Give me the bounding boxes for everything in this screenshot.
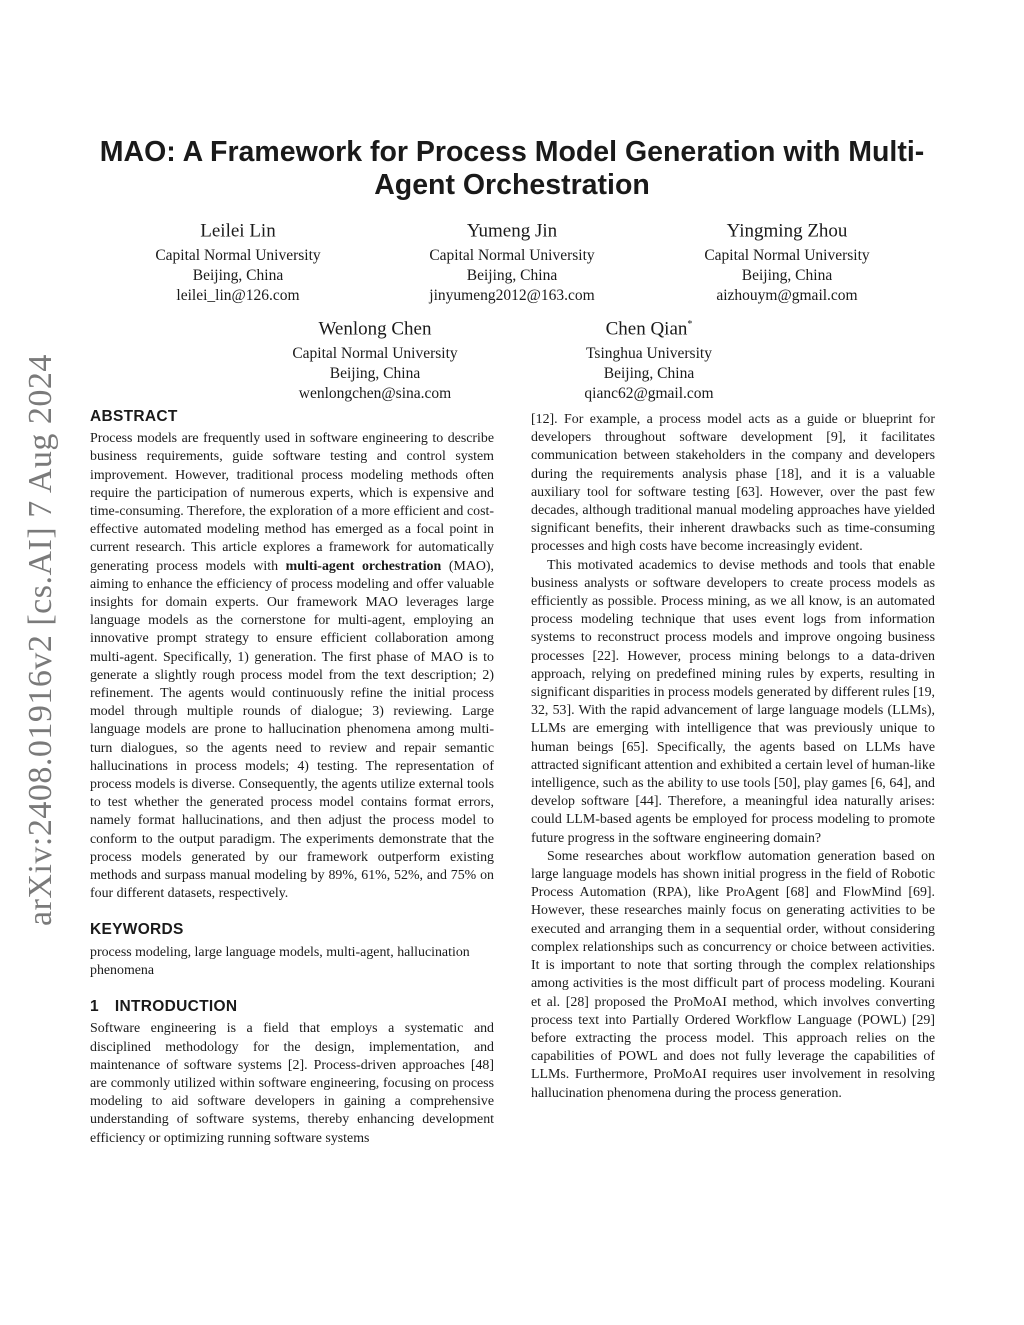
keywords-heading: KEYWORDS bbox=[90, 921, 184, 939]
intro-paragraph-2: This motivated academics to devise methods and tools that enable business analysts or software developers to create process models as efficiently as possible. Process mining, as we all know, is an automated process modeling technique that uses event logs from information systems to reconstruct process models and improve ongoing business processes [22]. However, process mining belongs to a data-driven approach, relying on predefined mining rules by experts, resulting in significant disparities in process models generated by different rules [19, 32, 53]. With the rapid advancement of large language models (LLMs), LLMs are emerging with intelligence that was previously unique to human beings [65]. Specifically, the agents based on LLMs have attracted significant attention and exhibited a certain level of human-like intelligence, such as the ability to use tools [50], play games [6, 64], and develop software [44]. Therefore, a meaningful idea naturally arises: could LLM-based agents be employed for process modeling to promote future progress in the software engineering domain? bbox=[531, 557, 936, 846]
author-name: Yumeng Jin bbox=[466, 220, 558, 242]
author-name: Chen Qian* bbox=[605, 318, 693, 340]
author-location: Beijing, China bbox=[741, 267, 833, 285]
author-block bbox=[519, 313, 779, 404]
author-name: Yingming Zhou bbox=[726, 220, 848, 242]
author-block bbox=[245, 313, 505, 404]
author-email: leilei_lin@126.com bbox=[176, 287, 300, 305]
abstract-text: Process models are frequently used in software engineering to describe business requirements, guide software testing and control system improvement. However, traditional process modeling methods often require the participation of numerous experts, which is expensive and time-consuming. Therefore, the exploration of a more efficient and cost-effective automated modeling method has emerged as a focal point in current research. This article explores a framework for automatically generating process models with multi-agent orchestration (MAO), aiming to enhance the efficiency of process modeling and offer valuable insights for domain experts. Our framework MAO leverages large language models as the cornerstone for multi-agent, employing an innovative prompt strategy to ensure efficient collaboration among multi-agent. Specifically, 1) generation. The first phase of MAO is to generate a slightly rough process model from the text description; 2) refinement. The agents would continuously refine the initial process model through multiple rounds of dialogue; 3) reviewing. Large language models are prone to hallucination phenomena among multi-turn dialogues, so the agents need to review and repair semantic hallucinations in process models; 4) testing. The representation of process models is diverse. Consequently, the agents utilize external tools to test whether the generated process model contains format errors, namely format hallucinations, and then adjust the process model to conform to the output paradigm. The experiments demonstrate that the process models generated by our framework outperform existing methods and surpass manual modeling by 89%, 61%, 52%, and 75% on four different datasets, respectively. bbox=[90, 431, 494, 902]
author-affiliation: Capital Normal University bbox=[155, 247, 321, 265]
paper-title: MAO: A Framework for Process Model Generation with Multi-Agent Orchestration bbox=[99, 136, 925, 201]
intro-paragraph-3: Some researches about workflow automation generation based on large language models has shown initial progress in the field of Robotic Process Automation (RPA), like ProAgent [68] and FlowMind [69]. However, these researches mainly focus on generating activities to be executed and arranging them in a sequential order, without considering complex relationships such as concurrency or choice between activities. It is important to note that sorting through the complex relationships among activities is the most difficult part of process modeling. Kourani et al. [28] proposed the ProMoAI method, which involves converting process text into Partially Ordered Workflow Language (POWL) [29] before extracting the process model. This approach relies on the capabilities of POWL and does not fully leverage the capabilities of LLMs. Furthermore, ProMoAI requires user involvement in resolving hallucination phenomena during the process generation. bbox=[531, 848, 935, 1101]
abstract-heading: ABSTRACT bbox=[90, 408, 178, 425]
author-location: Beijing, China bbox=[329, 365, 421, 383]
author-affiliation: Capital Normal University bbox=[429, 247, 595, 265]
author-email: jinyumeng2012@163.com bbox=[429, 287, 595, 305]
author-email: wenlongchen@sina.com bbox=[298, 385, 452, 403]
author-name: Leilei Lin bbox=[200, 220, 276, 242]
abstract-bold-term: multi-agent orchestration bbox=[285, 558, 442, 574]
author-email: aizhouym@gmail.com bbox=[716, 287, 858, 305]
author-block bbox=[382, 215, 642, 306]
arxiv-identifier: arXiv:2408.01916v2 [cs.AI] 7 Aug 2024 bbox=[22, 354, 59, 926]
author-affiliation: Capital Normal University bbox=[292, 345, 458, 363]
author-email: qianc62@gmail.com bbox=[584, 385, 714, 403]
keywords-text: process modeling, large language models, multi-agent, hallucination phenomena bbox=[90, 944, 470, 978]
introduction-heading: 1 INTRODUCTION bbox=[90, 998, 238, 1016]
author-block bbox=[108, 215, 368, 306]
intro-paragraph-1: Software engineering is a field that employs a systematic and disciplined methodology for the design, implementation, and maintenance of software systems [2]. Process-driven approaches [48] are commonly utilized within software engineering, focusing on process modeling to aid software developers in gaining a comprehensive understanding of software systems, thereby enhancing development efficiency or optimizing running software systems bbox=[90, 1021, 494, 1146]
author-location: Beijing, China bbox=[192, 267, 284, 285]
left-column bbox=[90, 408, 494, 1148]
author-location: Beijing, China bbox=[466, 267, 558, 285]
author-block bbox=[657, 215, 917, 306]
intro-paragraph-1-continued: [12]. For example, a process model acts as a guide or blueprint for developers throughout software development [9], it facilitates communication between stakeholders in the company and developers during the requirements analysis phase [18], and it is a valuable auxiliary tool for software testing [63]. However, over the past few decades, although traditional manual modeling approaches have yielded significant benefits, their inherent drawbacks such as time-consuming processes and high costs have become increasingly evident. bbox=[531, 412, 935, 555]
author-location: Beijing, China bbox=[603, 365, 695, 383]
author-affiliation: Tsinghua University bbox=[586, 345, 712, 363]
author-affiliation: Capital Normal University bbox=[704, 247, 870, 265]
author-name: Wenlong Chen bbox=[318, 318, 432, 340]
right-column bbox=[531, 411, 935, 1103]
